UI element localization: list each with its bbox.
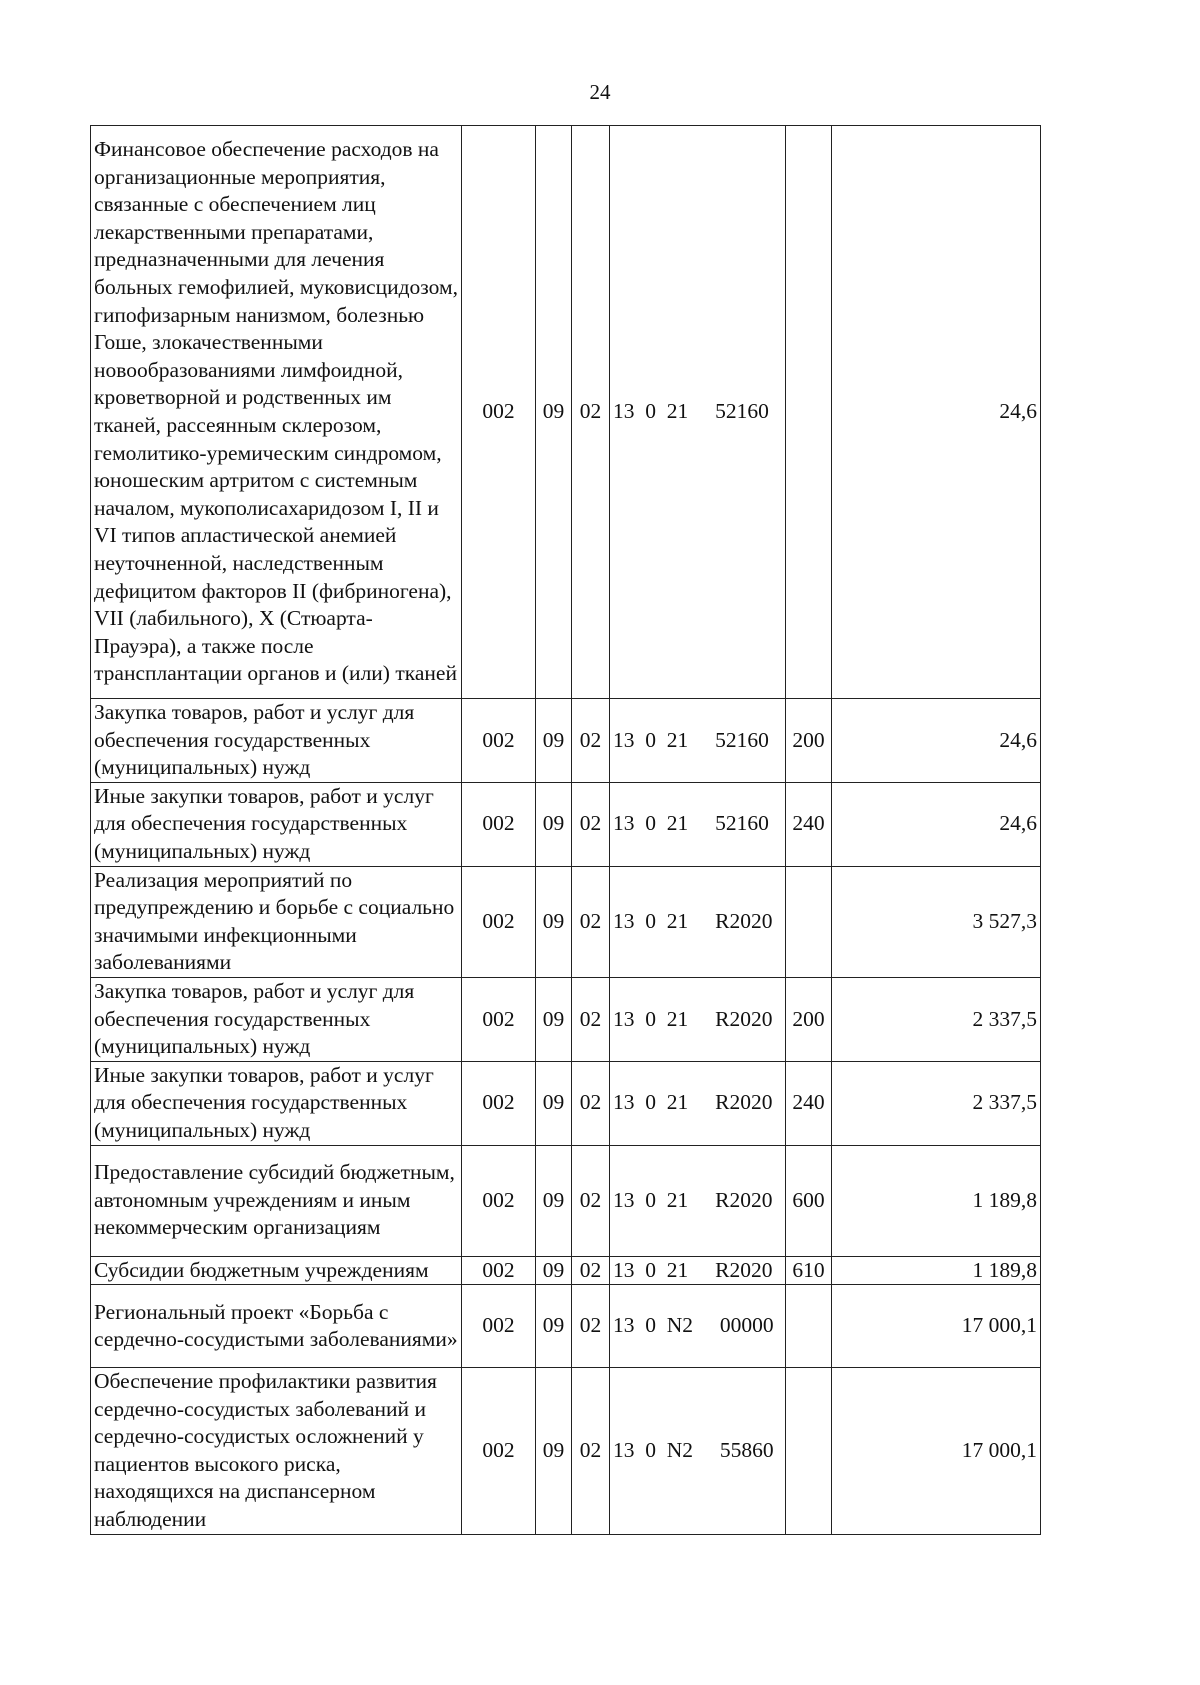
ved-code: 002 bbox=[462, 866, 536, 977]
section-code: 09 bbox=[536, 1368, 572, 1535]
section-code: 09 bbox=[536, 866, 572, 977]
ved-code: 002 bbox=[462, 699, 536, 783]
section-code: 09 bbox=[536, 1256, 572, 1285]
subsection-code: 02 bbox=[572, 1368, 610, 1535]
ved-code: 002 bbox=[462, 782, 536, 866]
amount: 24,6 bbox=[832, 699, 1041, 783]
subsection-code: 02 bbox=[572, 866, 610, 977]
table-row bbox=[91, 1256, 1041, 1285]
section-code: 09 bbox=[536, 782, 572, 866]
amount: 17 000,1 bbox=[832, 1285, 1041, 1368]
section-code: 09 bbox=[536, 1061, 572, 1145]
ved-code: 002 bbox=[462, 1061, 536, 1145]
row-description: Обеспечение профилактики развития сердечно-сосудистых заболеваний и сердечно-сосудистых осложнений у пациентов высокого риска, находящихся на диспансерном наблюдении bbox=[91, 1368, 462, 1535]
expense-type-code: 240 bbox=[786, 782, 832, 866]
target-article-code: 13 0 21 R2020 bbox=[610, 1061, 786, 1145]
ved-code: 002 bbox=[462, 1285, 536, 1368]
subsection-code: 02 bbox=[572, 977, 610, 1061]
row-description: Иные закупки товаров, работ и услуг для обеспечения государственных (муниципальных) нужд bbox=[91, 1061, 462, 1145]
subsection-code: 02 bbox=[572, 126, 610, 699]
ved-code: 002 bbox=[462, 126, 536, 699]
expense-type-code: 600 bbox=[786, 1145, 832, 1256]
ved-code: 002 bbox=[462, 1145, 536, 1256]
subsection-code: 02 bbox=[572, 699, 610, 783]
subsection-code: 02 bbox=[572, 1061, 610, 1145]
page-number: 24 bbox=[589, 80, 611, 104]
amount: 17 000,1 bbox=[832, 1368, 1041, 1535]
expense-type-code: 240 bbox=[786, 1061, 832, 1145]
target-article-code: 13 0 21 R2020 bbox=[610, 1145, 786, 1256]
expense-type-code bbox=[786, 126, 832, 699]
amount: 1 189,8 bbox=[832, 1145, 1041, 1256]
amount: 2 337,5 bbox=[832, 977, 1041, 1061]
amount: 2 337,5 bbox=[832, 1061, 1041, 1145]
target-article-code: 13 0 N2 55860 bbox=[610, 1368, 786, 1535]
table-row bbox=[91, 699, 1041, 783]
row-description: Предоставление субсидий бюджетным, автономным учреждениям и иным некоммерческим организациям bbox=[91, 1145, 462, 1256]
row-description: Финансовое обеспечение расходов на организационные мероприятия, связанные с обеспечением лиц лекарственными препаратами, предназначенными для лечения больных гемофилией, муковисцидозом, гипофизарным нанизмом, болезнью Гоше, злокачественными новообразованиями лимфоидной, кроветворной и родственных им тканей, рассеянным склерозом, гемолитико-уремическим синдромом, юношеским артритом с системным началом, мукополисахаридозом I, II и VI типов апластической анемией неуточненной, наследственным дефицитом факторов II (фибриногена), VII (лабильного), X (Стюарта-Прауэра), а также после трансплантации органов и (или) тканей bbox=[91, 126, 462, 699]
target-article-code: 13 0 21 R2020 bbox=[610, 866, 786, 977]
table-row bbox=[91, 977, 1041, 1061]
expense-type-code bbox=[786, 1368, 832, 1535]
target-article-code: 13 0 21 R2020 bbox=[610, 1256, 786, 1285]
target-article-code: 13 0 21 R2020 bbox=[610, 977, 786, 1061]
target-article-code: 13 0 21 52160 bbox=[610, 782, 786, 866]
table-row bbox=[91, 1061, 1041, 1145]
row-description: Закупка товаров, работ и услуг для обеспечения государственных (муниципальных) нужд bbox=[91, 699, 462, 783]
table-row bbox=[91, 782, 1041, 866]
subsection-code: 02 bbox=[572, 1256, 610, 1285]
table-row bbox=[91, 126, 1041, 699]
section-code: 09 bbox=[536, 1285, 572, 1368]
table-row bbox=[91, 866, 1041, 977]
target-article-code: 13 0 21 52160 bbox=[610, 126, 786, 699]
ved-code: 002 bbox=[462, 977, 536, 1061]
budget-table bbox=[90, 125, 1041, 1535]
expense-type-code: 200 bbox=[786, 977, 832, 1061]
ved-code: 002 bbox=[462, 1368, 536, 1535]
table-row bbox=[91, 1145, 1041, 1256]
section-code: 09 bbox=[536, 977, 572, 1061]
expense-type-code: 200 bbox=[786, 699, 832, 783]
target-article-code: 13 0 N2 00000 bbox=[610, 1285, 786, 1368]
row-description: Субсидии бюджетным учреждениям bbox=[91, 1256, 462, 1285]
amount: 24,6 bbox=[832, 126, 1041, 699]
subsection-code: 02 bbox=[572, 1145, 610, 1256]
row-description: Закупка товаров, работ и услуг для обеспечения государственных (муниципальных) нужд bbox=[91, 977, 462, 1061]
subsection-code: 02 bbox=[572, 1285, 610, 1368]
subsection-code: 02 bbox=[572, 782, 610, 866]
table-row bbox=[91, 1285, 1041, 1368]
amount: 3 527,3 bbox=[832, 866, 1041, 977]
ved-code: 002 bbox=[462, 1256, 536, 1285]
row-description: Региональный проект «Борьба с сердечно-сосудистыми заболеваниями» bbox=[91, 1285, 462, 1368]
row-description: Реализация мероприятий по предупреждению и борьбе с социально значимыми инфекционными заболеваниями bbox=[91, 866, 462, 977]
expense-type-code bbox=[786, 1285, 832, 1368]
amount: 24,6 bbox=[832, 782, 1041, 866]
section-code: 09 bbox=[536, 699, 572, 783]
expense-type-code: 610 bbox=[786, 1256, 832, 1285]
row-description: Иные закупки товаров, работ и услуг для обеспечения государственных (муниципальных) нужд bbox=[91, 782, 462, 866]
expense-type-code bbox=[786, 866, 832, 977]
section-code: 09 bbox=[536, 126, 572, 699]
section-code: 09 bbox=[536, 1145, 572, 1256]
target-article-code: 13 0 21 52160 bbox=[610, 699, 786, 783]
table-row bbox=[91, 1368, 1041, 1535]
amount: 1 189,8 bbox=[832, 1256, 1041, 1285]
